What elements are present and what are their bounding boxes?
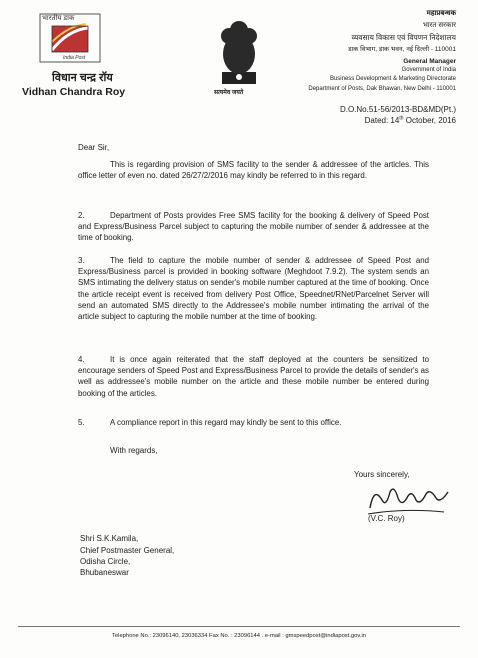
- salutation: Dear Sir,: [78, 143, 110, 152]
- closing-regards: With regards,: [110, 446, 158, 455]
- addressee-line-3: Odisha Circle,: [80, 557, 131, 566]
- paragraph-2: [78, 210, 429, 244]
- logo-text-hindi: भारतीय डाक: [42, 15, 75, 22]
- addressee-line-2: Chief Postmaster General,: [80, 546, 175, 555]
- paragraph-3: [78, 255, 429, 322]
- header-line-7: Business Development & Marketing Directorate: [329, 76, 456, 82]
- footer-divider: [18, 626, 460, 627]
- paragraph-2-number: 2.: [78, 211, 85, 220]
- header-line-2: भारत सरकार: [422, 22, 456, 29]
- date-prefix: Dated: 14: [364, 116, 400, 125]
- addressee-line-4: Bhubaneswar: [80, 568, 129, 577]
- reference-number: D.O.No.51-56/2013-BD&MD(Pt.): [339, 105, 456, 114]
- paragraph-4: [78, 354, 429, 399]
- paragraph-4-number: 4.: [78, 355, 85, 364]
- addressee-line-1: Shri S.K.Kamila,: [80, 534, 139, 543]
- paragraph-3-number: 3.: [78, 256, 85, 265]
- paragraph-4-text: It is once again reiterated that the staff deployed at the counters be sensitized to encourage senders of Speed Post and Express/Business Parcel to provide the details of sender's as well as addressee's mobile number on the article and these mobile number be entered during booking of the articles.: [78, 355, 429, 398]
- paragraph-5-number: 5.: [78, 418, 85, 427]
- date-suffix-sup: th: [399, 115, 404, 122]
- logo-text-india-post: India Post: [63, 55, 86, 61]
- sender-name: Vidhan Chandra Roy: [22, 86, 126, 98]
- signatory-name: (V.C. Roy): [368, 514, 405, 523]
- date-month-year: October, 2016: [403, 116, 456, 125]
- emblem-caption: सत्यमेव जयते: [214, 90, 244, 96]
- paragraph-5-text: A compliance report in this regard may kindly be sent to this office.: [110, 418, 342, 427]
- paragraph-1-text: This is regarding provision of SMS facility to the sender & addressee of the articles. This office letter of even no. dated 26/27/2/2016 may kindly be referred to in this regard.: [78, 160, 429, 181]
- header-line-6: Government of India: [401, 67, 456, 73]
- header-line-5: General Manager: [403, 58, 456, 65]
- yours-sincerely: Yours sincerely,: [354, 470, 410, 479]
- paragraph-2-text: Department of Posts provides Free SMS facility for the booking & delivery of Speed Post and Express/Business Parcel subject to capturing the mobile number of sender & addressee at the time of booking.: [78, 211, 429, 243]
- sender-name-hindi: विधान चन्द्र रॉय: [52, 72, 113, 84]
- paragraph-5: [78, 417, 429, 428]
- national-emblem-icon: [212, 14, 266, 96]
- header-line-8: Department of Posts, Dak Bhawan, New Delhi - 110001: [308, 86, 456, 92]
- header-line-3: व्यवसाय विकास एवं विपणन निदेशालय: [351, 33, 456, 42]
- paragraph-1: [78, 159, 429, 181]
- footer-contact: Telephone No.: 23096140, 23036334 Fax No. : 23096144 . e-mail : gmspeedpost@indiapost.gov.in: [112, 633, 366, 639]
- header-line-4: डाक विभाग, डाक भवन, नई दिल्ली - 110001: [348, 46, 456, 53]
- paragraph-3-text: The field to capture the mobile number of sender & addressee of Speed Post and Express/Business parcel is provided in booking software (Meghdoot 7.9.2). The system sends an SMS intimating the delivery status on sender's mobile number captured at the time of booking. Once the article receipt event is received from delivery Post Office, Speednet/RNet/Parcelnet Server will send an automated SMS directly to the Addressee's mobile number intimating the arrival of the article subject to capturing the mobile number at the time of booking.: [78, 256, 429, 322]
- header-line-1: महाप्रबन्धक: [426, 10, 456, 17]
- letter-date: [365, 116, 456, 125]
